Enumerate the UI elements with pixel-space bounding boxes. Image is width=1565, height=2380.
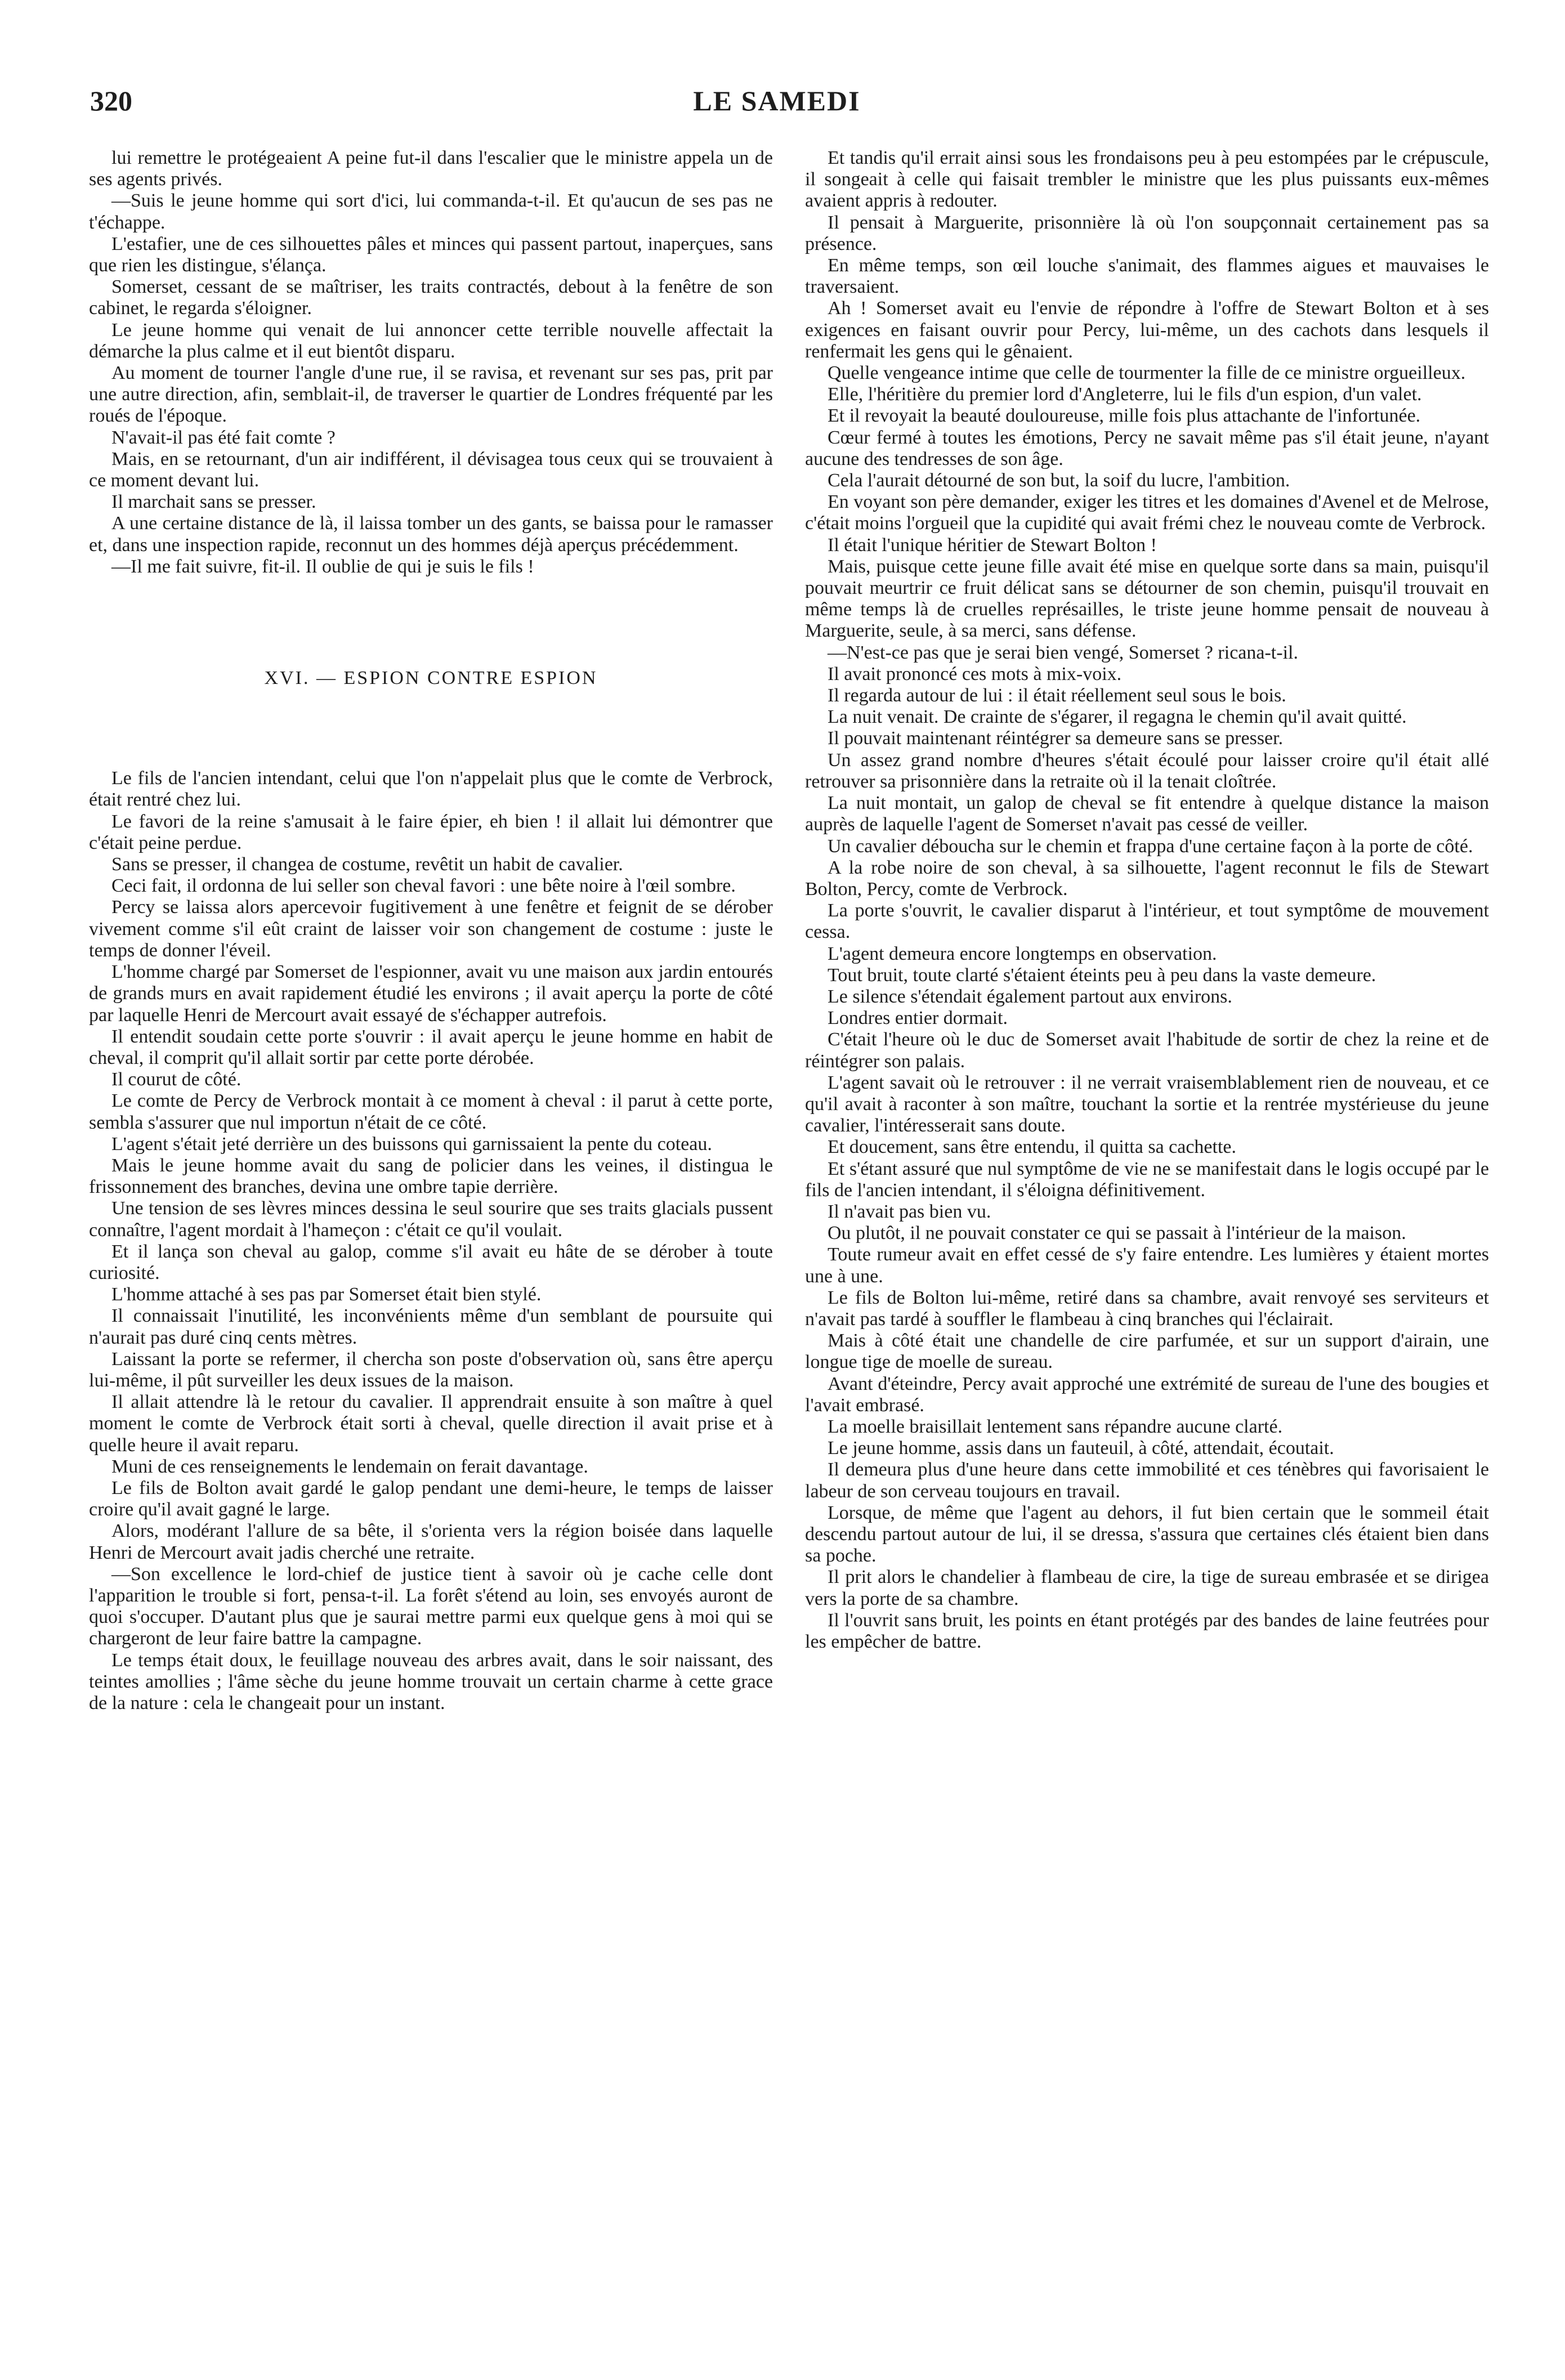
paragraph: Il marchait sans se presser. xyxy=(111,491,316,513)
paragraph: Il avait prononcé ces mots à mix-voix. xyxy=(828,663,1122,685)
paragraph: Il pensait à Marguerite, prisonnière là où l'on soupçonnait certainement pas sa présence. xyxy=(805,212,1489,254)
paragraph: La nuit venait. De crainte de s'égarer, il regagna le chemin qu'il avait quitté. xyxy=(828,706,1407,728)
paragraph: Il entendit soudain cette porte s'ouvrir : il avait aperçu le jeune homme en habit de cheval, il comprit qu'il allait sortir par cette porte dérobée. xyxy=(89,1026,773,1068)
paragraph: Il n'avait pas bien vu. xyxy=(828,1201,991,1222)
paragraph: Alors, modérant l'allure de sa bête, il s'orienta vers la région boisée dans laquelle Henri de Mercourt avait jadis cherché une retraite. xyxy=(89,1520,773,1563)
paragraph: —N'est-ce pas que je serai bien vengé, Somerset ? ricana-t-il. xyxy=(828,642,1298,663)
paragraph: Et il lança son cheval au galop, comme s'il avait eu hâte de se dérober à toute curiosité. xyxy=(89,1241,773,1283)
paragraph: Ou plutôt, il ne pouvait constater ce qui se passait à l'intérieur de la maison. xyxy=(828,1223,1406,1244)
paragraph: Somerset, cessant de se maîtriser, les traits contractés, debout à la fenêtre de son cabinet, le regarda s'éloigner. xyxy=(89,276,773,319)
section-title: XVI. — ESPION CONTRE ESPION xyxy=(264,668,598,689)
paragraph: L'homme attaché à ses pas par Somerset était bien stylé. xyxy=(111,1284,542,1305)
paragraph: Il courut de côté. xyxy=(111,1069,242,1090)
paragraph: A la robe noire de son cheval, à sa silhouette, l'agent reconnut le fils de Stewart Bolton, Percy, comte de Verbrock. xyxy=(805,857,1489,900)
paragraph: Mais, en se retournant, d'un air indifférent, il dévisagea tous ceux qui se trouvaient à ce moment devant lui. xyxy=(89,448,773,491)
paragraph: N'avait-il pas été fait comte ? xyxy=(111,427,336,448)
paragraph: Il connaissait l'inutilité, les inconvénients même d'un semblant de poursuite qui n'aurait pas duré cinq cents mètres. xyxy=(89,1305,773,1348)
paragraph: La moelle braisillait lentement sans répandre aucune clarté. xyxy=(828,1416,1283,1437)
paragraph: La porte s'ouvrit, le cavalier disparut à l'intérieur, et tout symptôme de mouvement cessa. xyxy=(805,900,1489,943)
paragraph: L'estafier, une de ces silhouettes pâles et minces qui passent partout, inaperçues, sans que rien les distingue, s'élança. xyxy=(89,233,773,276)
page-number: 320 xyxy=(90,85,132,117)
paragraph: Au moment de tourner l'angle d'une rue, il se ravisa, et revenant sur ses pas, prit par une autre direction, afin, semblait-il, de traverser le quartier de Londres fréquenté par les roués de l'époque. xyxy=(89,363,773,427)
paragraph: C'était l'heure où le duc de Somerset avait l'habitude de sortir de chez la reine et de réintégrer son palais. xyxy=(805,1029,1489,1072)
paragraph: Il était l'unique héritier de Stewart Bolton ! xyxy=(828,534,1157,556)
paragraph: Londres entier dormait. xyxy=(828,1008,1008,1029)
paragraph: —Il me fait suivre, fit-il. Il oublie de qui je suis le fils ! xyxy=(111,556,534,577)
paragraph: Le jeune homme qui venait de lui annoncer cette terrible nouvelle affectait la démarche la plus calme et il eut bientôt disparu. xyxy=(89,319,773,362)
paragraph: Le comte de Percy de Verbrock montait à ce moment à cheval : il parut à cette porte, sembla s'assurer que nul importun n'était de ce côté. xyxy=(89,1090,773,1133)
right-column xyxy=(805,147,1489,1653)
paragraph: Mais le jeune homme avait du sang de policier dans les veines, il distingua le frissonnement des branches, devina une ombre tapie derrière. xyxy=(89,1155,773,1198)
paragraph: Le favori de la reine s'amusait à le faire épier, eh bien ! il allait lui démontrer que c'était peine perdue. xyxy=(89,811,773,853)
paragraph: Il prit alors le chandelier à flambeau de cire, la tige de sureau embrasée et se dirigea vers la porte de sa chambre. xyxy=(805,1567,1489,1609)
paragraph: Et il revoyait la beauté douloureuse, mille fois plus attachante de l'infortunée. xyxy=(828,405,1421,427)
paragraph: —Suis le jeune homme qui sort d'ici, lui commanda-t-il. Et qu'aucun de ses pas ne t'échappe. xyxy=(89,190,773,233)
paragraph: Ah ! Somerset avait eu l'envie de répondre à l'offre de Stewart Bolton et à ses exigences en faisant ouvrir pour Percy, lui-même, un des cachots dans lesquels il renfermait les gens qui le gênaient. xyxy=(805,298,1489,362)
paragraph: Un cavalier déboucha sur le chemin et frappa d'une certaine façon à la porte de côté. xyxy=(828,835,1473,857)
paragraph: En même temps, son œil louche s'animait, des flammes aigues et mauvaises le traversaient. xyxy=(805,255,1489,298)
paragraph: Il l'ouvrit sans bruit, les points en étant protégés par des bandes de laine feutrées pour les empêcher de battre. xyxy=(805,1609,1489,1653)
paragraph: lui remettre le protégeaient A peine fut-il dans l'escalier que le ministre appela un de ses agents privés. xyxy=(89,147,773,190)
right-column-text xyxy=(805,147,1489,1653)
paragraph: Il demeura plus d'une heure dans cette immobilité et ces ténèbres qui favorisaient le labeur de son cerveau toujours en travail. xyxy=(805,1459,1489,1502)
paragraph: Lorsque, de même que l'agent au dehors, il fut bien certain que le sommeil était descendu partout autour de lui, il se dressa, s'assura que certaines clés étaient bien dans sa poche. xyxy=(805,1502,1489,1567)
paragraph: Elle, l'héritière du premier lord d'Angleterre, lui le fils d'un espion, d'un valet. xyxy=(828,384,1422,405)
paragraph: Et s'étant assuré que nul symptôme de vie ne se manifestait dans le logis occupé par le fils de l'ancien intendant, il s'éloigna définitivement. xyxy=(805,1158,1489,1201)
paragraph: En voyant son père demander, exiger les titres et les domaines d'Avenel et de Melrose, c'était moins l'orgueil que la cupidité qui avait frémi chez le nouveau comte de Verbrock. xyxy=(805,491,1489,534)
paragraph: Le silence s'étendait également partout aux environs. xyxy=(828,986,1232,1007)
paragraph: Ceci fait, il ordonna de lui seller son cheval favori : une bête noire à l'œil sombre. xyxy=(111,875,736,897)
paragraph: Un assez grand nombre d'heures s'était écoulé pour laisser croire qu'il était allé retrouver sa prisonnière dans la retraite où il la tenait cloîtrée. xyxy=(805,749,1489,792)
left-column-text-before xyxy=(89,147,773,578)
paragraph: Il regarda autour de lui : il était réellement seul sous le bois. xyxy=(828,685,1286,706)
paragraph: Avant d'éteindre, Percy avait approché une extrémité de sureau de l'une des bougies et l'avait embrasé. xyxy=(805,1373,1489,1416)
paragraph: Tout bruit, toute clarté s'étaient éteints peu à peu dans la vaste demeure. xyxy=(828,964,1376,986)
paragraph: Sans se presser, il changea de costume, revêtit un habit de cavalier. xyxy=(111,854,623,875)
paragraph: Et doucement, sans être entendu, il quitta sa cachette. xyxy=(828,1137,1237,1158)
page-header xyxy=(90,84,1464,129)
paragraph: Cœur fermé à toutes les émotions, Percy ne savait même pas s'il était jeune, n'ayant aucune des tendresses de son âge. xyxy=(805,427,1489,469)
paragraph: Le temps était doux, le feuillage nouveau des arbres avait, dans le soir naissant, des teintes amollies ; l'âme sèche du jeune homme trouvait un certain charme à cette grace de la nature : cela le changeait pour un instant. xyxy=(89,1649,773,1714)
paragraph: Le fils de Bolton avait gardé le galop pendant une demi-heure, le temps de laisser croire qu'il avait gagné le large. xyxy=(89,1477,773,1520)
paragraph: Mais à côté était une chandelle de cire parfumée, et sur un support d'airain, une longue tige de moelle de sureau. xyxy=(805,1330,1489,1373)
paragraph: Le jeune homme, assis dans un fauteuil, à côté, attendait, écoutait. xyxy=(828,1438,1334,1459)
paragraph: Toute rumeur avait en effet cessé de s'y faire entendre. Les lumières y étaient mortes une à une. xyxy=(805,1244,1489,1287)
paragraph: —Son excellence le lord-chief de justice tient à savoir où je cache celle dont l'apparition le trouble si fort, pensa-t-il. La forêt s'étend au loin, ses envoyés auront de quoi s'occuper. D'autant plus que je saurai mettre parmi eux quelque gens à moi qui se chargeront de leur faire battre la campagne. xyxy=(89,1563,773,1649)
paragraph: Et tandis qu'il errait ainsi sous les frondaisons peu à peu estompées par le crépuscule, il songeait à celle qui faisait trembler le ministre que les plus puissants eux-mêmes avaient appris à redouter. xyxy=(805,147,1489,212)
paragraph: Le fils de Bolton lui-même, retiré dans sa chambre, avait renvoyé ses serviteurs et n'avait pas tardé à souffler le flambeau à cinq branches qui l'éclairait. xyxy=(805,1287,1489,1330)
paragraph: Il allait attendre là le retour du cavalier. Il apprendrait ensuite à son maître à quel moment le comte de Verbrock était sorti à cheval, quelle direction il avait prise et à quelle heure il avait reparu. xyxy=(89,1392,773,1456)
paragraph: Percy se laissa alors apercevoir fugitivement à une fenêtre et feignit de se dérober vivement comme s'il eût craint de laisser voir son changement de costume : juste le temps de donner l'éveil. xyxy=(89,897,773,961)
running-title: LE SAMEDI xyxy=(693,85,861,117)
paragraph: Le fils de l'ancien intendant, celui que l'on n'appelait plus que le comte de Verbrock, était rentré chez lui. xyxy=(89,768,773,811)
paragraph: A une certaine distance de là, il laissa tomber un des gants, se baissa pour le ramasser et, dans une inspection rapide, reconnut un des hommes déjà aperçus précédemment. xyxy=(89,513,773,556)
paragraph: Muni de ces renseignements le lendemain on ferait davantage. xyxy=(111,1456,588,1477)
left-column xyxy=(89,147,773,1714)
paragraph: Cela l'aurait détourné de son but, la soif du lucre, l'ambition. xyxy=(828,470,1290,491)
paragraph: Une tension de ses lèvres minces dessina le seul sourire que ses traits glacials pussent connaître, l'agent mordait à l'hameçon : c'était ce qu'il voulait. xyxy=(89,1198,773,1241)
paragraph: Laissant la porte se refermer, il chercha son poste d'observation où, sans être aperçu lui-même, il pût surveiller les deux issues de la maison. xyxy=(89,1348,773,1391)
paragraph: Il pouvait maintenant réintégrer sa demeure sans se presser. xyxy=(828,728,1284,749)
paragraph: L'agent demeura encore longtemps en observation. xyxy=(828,943,1217,964)
paragraph: L'agent s'était jeté derrière un des buissons qui garnissaient la pente du coteau. xyxy=(111,1133,712,1155)
paragraph: L'agent savait où le retrouver : il ne verrait vraisemblablement rien de nouveau, et ce qu'il avait à raconter à son maître, touchant la sortie et la rentrée mystérieuse du jeune cavalier, l'intéresserait sans doute. xyxy=(805,1072,1489,1137)
paragraph: Mais, puisque cette jeune fille avait été mise en quelque sorte dans sa main, puisqu'il pouvait meurtrir ce fruit délicat sans se détourner de son chemin, puisqu'il trouvait en même temps là de cruelles représailles, le triste jeune homme pensait de nouveau à Marguerite, seule, à sa merci, sans défense. xyxy=(805,556,1489,642)
left-column-text-after xyxy=(89,768,773,1714)
paragraph: L'homme chargé par Somerset de l'espionner, avait vu une maison aux jardin entourés de grands murs en avait rapidement étudié les environs ; il avait aperçu la porte de côté par laquelle Henri de Mercourt avait essayé de s'échapper autrefois. xyxy=(89,961,773,1026)
paragraph: Quelle vengeance intime que celle de tourmenter la fille de ce ministre orgueilleux. xyxy=(828,363,1466,384)
paragraph: La nuit montait, un galop de cheval se fit entendre à quelque distance la maison auprès de laquelle l'agent de Somerset n'avait pas cessé de veiller. xyxy=(805,793,1489,835)
